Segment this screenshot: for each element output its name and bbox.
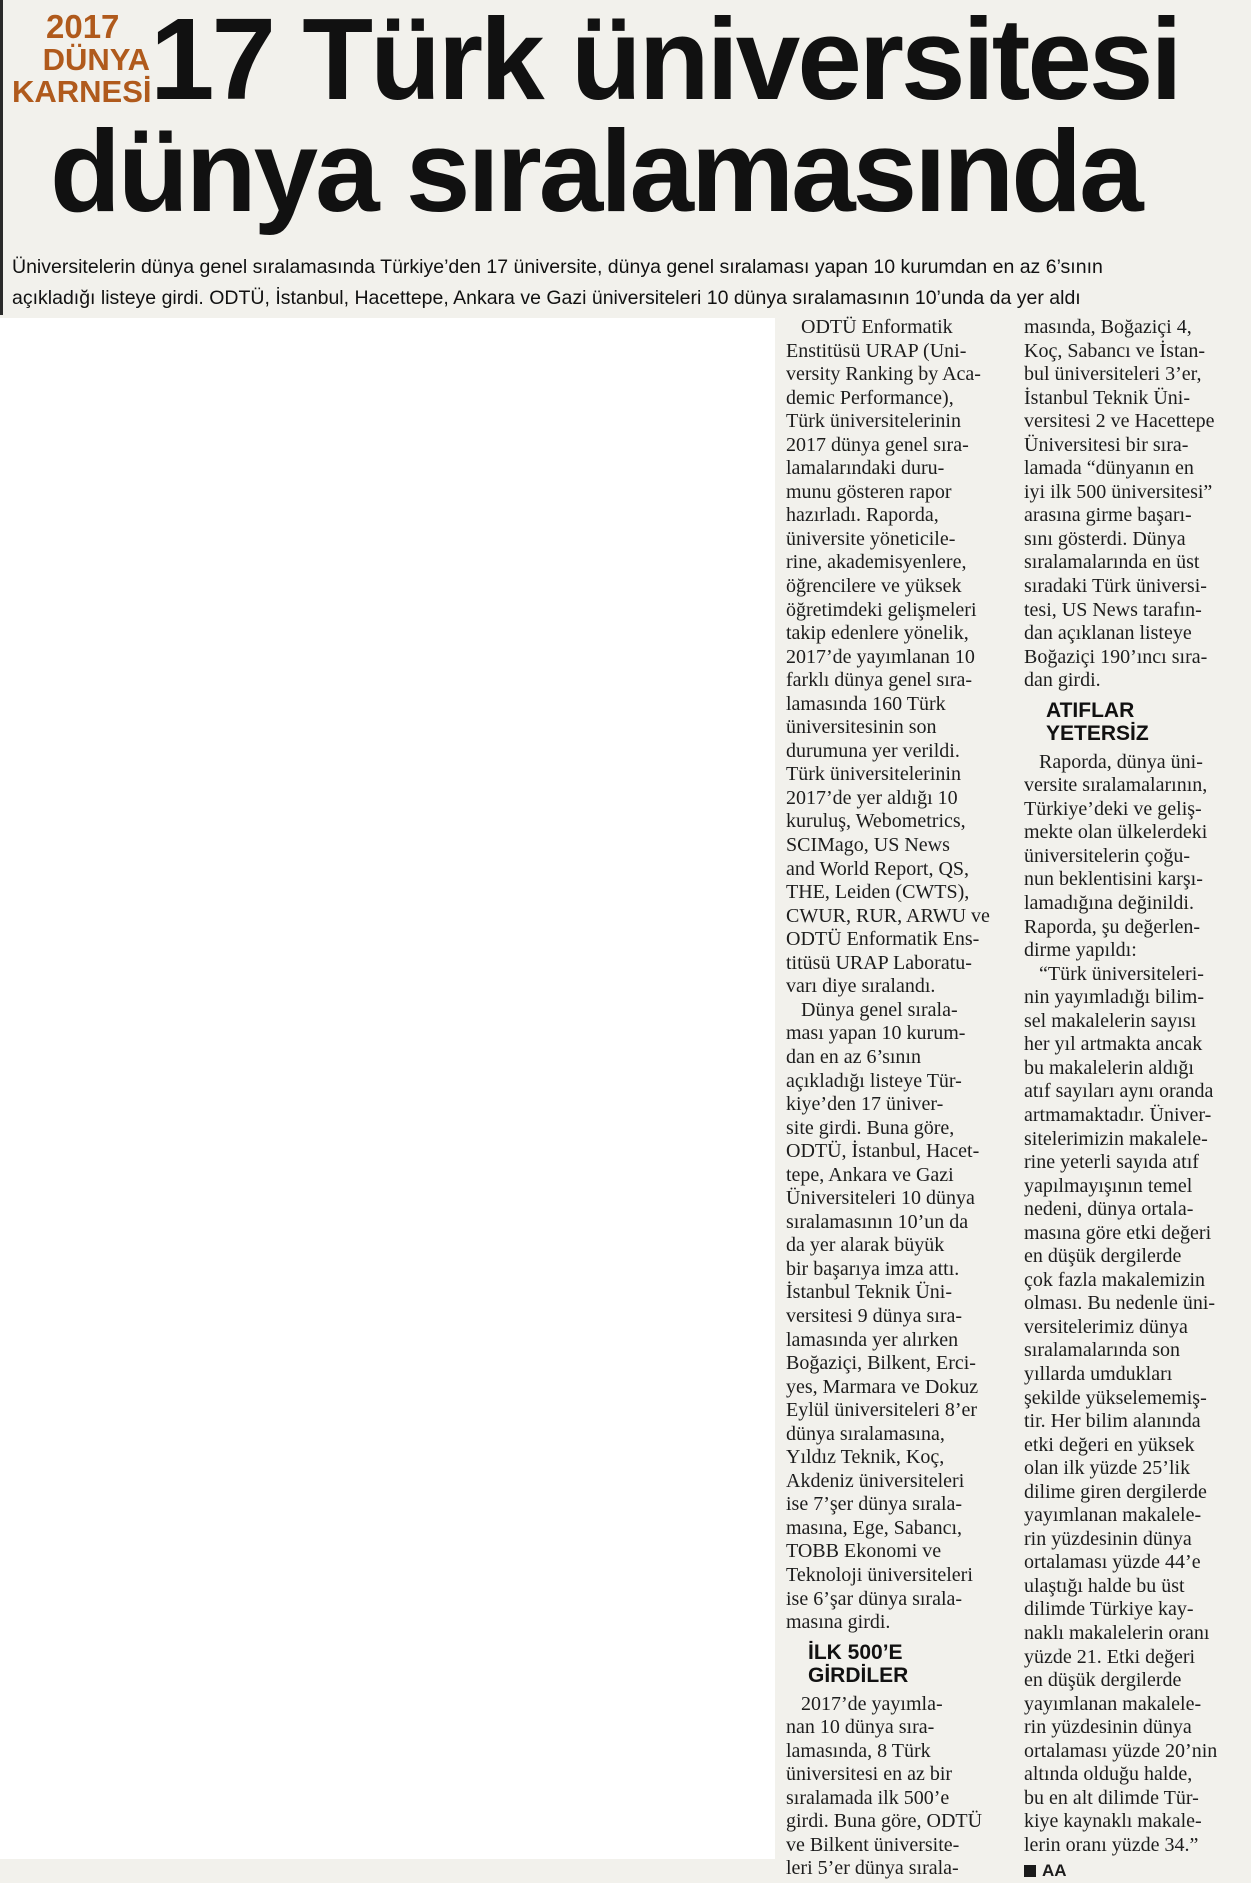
- column-2-body-continued: [1024, 751, 1246, 1858]
- text-line: kuruluş, Webometrics,: [786, 810, 966, 833]
- text-line: kiye’den 17 üniver-: [786, 1093, 944, 1116]
- text-line: 2017’de yer aldığı 10: [786, 786, 958, 809]
- text-line: İstanbul Teknik Üni-: [786, 1281, 952, 1304]
- text-line: versitesi 2 ve Hacettepe: [1024, 410, 1215, 433]
- text-line: masına girdi.: [786, 1611, 891, 1634]
- text-line: rin yüzdesinin dünya: [1024, 1527, 1192, 1550]
- agency-credit: [1024, 1859, 1246, 1883]
- text-line: sel makalelerin sayısı: [1024, 1009, 1197, 1032]
- text-line: üniversitesinin son: [786, 716, 937, 739]
- text-line: bir başarıya imza attı.: [786, 1257, 960, 1280]
- text-line: ODTÜ, İstanbul, Hacet-: [786, 1140, 980, 1163]
- text-line: dirme yapıldı:: [1024, 939, 1137, 962]
- text-line: üniversitelerin çoğu-: [1024, 844, 1191, 867]
- text-line: etki değeri en yüksek: [1024, 1433, 1195, 1456]
- text-line: Türkiye’deki ve geliş-: [1024, 797, 1202, 820]
- text-line: farklı dünya genel sıra-: [786, 669, 973, 692]
- text-line: ise 7’şer dünya sırala-: [786, 1493, 963, 1516]
- text-line: sıralamada ilk 500’e: [786, 1786, 950, 1809]
- kicker-line-2: DÜNYA: [42, 42, 150, 77]
- text-line: nan 10 dünya sıra-: [786, 1716, 935, 1739]
- text-line: takip edenlere yönelik,: [786, 622, 969, 645]
- text-line: yıllarda umdukları: [1024, 1362, 1173, 1385]
- text-line: demic Performance),: [786, 386, 954, 409]
- text-line: Akdeniz üniversiteleri: [786, 1469, 965, 1492]
- text-line: Dünya genel sırala-: [786, 998, 958, 1021]
- article-column-1: [786, 316, 1001, 1881]
- text-line: 2017’de yayımla-: [786, 1692, 943, 1715]
- text-line: versitelerimiz dünya: [1024, 1315, 1188, 1338]
- text-line: durumuna yer verildi.: [786, 739, 960, 762]
- text-line: lamasında yer alırken: [786, 1328, 959, 1351]
- text-line: yüzde 21. Etki değeri: [1024, 1645, 1196, 1668]
- kicker-year: 2017: [46, 8, 120, 45]
- text-line: ortalaması yüzde 44’e: [1024, 1551, 1201, 1574]
- text-line: altında olduğu halde,: [1024, 1763, 1193, 1786]
- subheading-line: GİRDİLER: [808, 1663, 909, 1687]
- text-line: dilime giren dergilerde: [1024, 1480, 1207, 1503]
- text-line: üniversitesi en az bir: [786, 1763, 953, 1786]
- left-border-rule: [0, 0, 3, 315]
- text-line: masında, Boğaziçi 4,: [1024, 316, 1192, 338]
- text-line: lerin oranı yüzde 34.”: [1024, 1833, 1199, 1856]
- text-line: THE, Leiden (CWTS),: [786, 881, 970, 904]
- headline-line-1: 17 Türk üniversitesi: [150, 0, 1180, 124]
- text-line: versite sıralamalarının,: [1024, 774, 1208, 797]
- text-line: lamadığına değinildi.: [1024, 892, 1194, 915]
- text-line: açıkladığı listeye Tür-: [786, 1069, 962, 1092]
- text-line: rine, akademisyenlere,: [786, 551, 967, 574]
- headline-line-2: dünya sıralamasında: [50, 106, 1141, 236]
- text-line: Türk üniversitelerinin: [786, 763, 961, 786]
- text-line: Boğaziçi, Bilkent, Erci-: [786, 1352, 976, 1375]
- text-line: Üniversiteleri 10 dünya: [786, 1187, 975, 1210]
- text-line: dan girdi.: [1024, 669, 1101, 692]
- text-line: atıf sayıları aynı oranda: [1024, 1080, 1214, 1103]
- column-1-body: [786, 316, 1001, 1635]
- text-line: da yer alarak büyük: [786, 1234, 945, 1257]
- text-line: lamada “dünyanın en: [1024, 457, 1194, 480]
- text-line: varı diye sıralandı.: [786, 975, 936, 998]
- text-line: İstanbul Teknik Üni-: [1024, 386, 1190, 409]
- text-line: lamasında 160 Türk: [786, 692, 946, 715]
- text-line: öğretimdeki gelişmeleri: [786, 598, 977, 621]
- text-line: iyi ilk 500 üniversitesi”: [1024, 480, 1213, 503]
- text-line: yapılmayışının temel: [1024, 1174, 1193, 1197]
- text-line: hazırladı. Raporda,: [786, 504, 939, 527]
- text-line: üniversite yöneticile-: [786, 527, 956, 550]
- text-line: ortalaması yüzde 20’nin: [1024, 1739, 1218, 1762]
- text-line: Raporda, dünya üni-: [1024, 750, 1203, 773]
- text-line: masına göre etki değeri: [1024, 1221, 1212, 1244]
- text-line: dan açıklanan listeye: [1024, 622, 1192, 645]
- text-line: sıralamalarında son: [1024, 1339, 1181, 1362]
- text-line: SCIMago, US News: [786, 834, 950, 857]
- text-line: çok fazla makalemizin: [1024, 1268, 1206, 1291]
- text-line: yayımlanan makalele-: [1024, 1692, 1202, 1715]
- text-line: her yıl artmakta ancak: [1024, 1033, 1203, 1056]
- text-line: Boğaziçi 190’ıncı sıra-: [1024, 645, 1208, 668]
- text-line: CWUR, RUR, ARWU ve: [786, 904, 990, 927]
- text-line: ise 6’şar dünya sırala-: [786, 1587, 963, 1610]
- square-bullet-icon: [1024, 1865, 1036, 1877]
- headline: [50, 0, 1241, 236]
- text-line: naklı makalelerin oranı: [1024, 1621, 1210, 1644]
- text-line: sitelerimizin makalele-: [1024, 1127, 1208, 1150]
- subheading-ilk-500: [808, 1641, 1001, 1687]
- text-line: lamasında, 8 Türk: [786, 1739, 931, 1762]
- kicker-line-3: KARNESİ: [12, 74, 152, 109]
- text-line: Eylül üniversiteleri 8’er: [786, 1399, 978, 1422]
- text-line: şekilde yükselememiş-: [1024, 1386, 1207, 1409]
- text-line: mekte olan ülkelerdeki: [1024, 821, 1208, 844]
- text-line: rine yeterli sayıda atıf: [1024, 1151, 1199, 1174]
- text-line: masına, Ege, Sabancı,: [786, 1516, 963, 1539]
- standfirst-line-2: açıkladığı listeye girdi. ODTÜ, İstanbul, Hacettepe, Ankara ve Gazi üniversiteleri 10 dünya sıralamasının 10’unda da yer aldı: [12, 287, 1081, 309]
- text-line: arasına girme başarı-: [1024, 504, 1192, 527]
- column-1-body-continued: [786, 1693, 1001, 1881]
- credit-label: AA: [1042, 1861, 1067, 1881]
- text-line: lamalarındaki duru-: [786, 457, 945, 480]
- text-line: versitesi 9 dünya sıra-: [786, 1304, 963, 1327]
- text-line: ve Bilkent üniversite-: [786, 1833, 960, 1856]
- text-line: rin yüzdesinin dünya: [1024, 1716, 1192, 1739]
- text-line: bul üniversiteleri 3’er,: [1024, 363, 1202, 386]
- subheading-atiflar: [1046, 699, 1246, 745]
- text-line: TOBB Ekonomi ve: [786, 1540, 942, 1563]
- text-line: Üniversitesi bir sıra-: [1024, 433, 1189, 456]
- subheading-line: ATIFLAR: [1046, 698, 1135, 722]
- text-line: Raporda, şu değerlen-: [1024, 915, 1201, 938]
- text-line: bu makalelerin aldığı: [1024, 1056, 1194, 1079]
- subheading-line: YETERSİZ: [1046, 721, 1149, 745]
- text-line: en düşük dergilerde: [1024, 1669, 1182, 1692]
- text-line: site girdi. Buna göre,: [786, 1116, 955, 1139]
- text-line: bu en alt dilimde Tür-: [1024, 1786, 1199, 1809]
- text-line: nedeni, dünya ortala-: [1024, 1198, 1194, 1221]
- article-column-2: [1024, 316, 1246, 1883]
- text-line: ODTÜ Enformatik Ens-: [786, 928, 980, 951]
- subheading-line: İLK 500’E: [808, 1640, 903, 1664]
- text-line: versity Ranking by Aca-: [786, 363, 981, 386]
- text-line: Koç, Sabancı ve İstan-: [1024, 339, 1206, 362]
- text-line: yes, Marmara ve Dokuz: [786, 1375, 979, 1398]
- standfirst-line-1: Üniversitelerin dünya genel sıralamasında Türkiye’den 17 üniversite, dünya genel sıralaması yapan 10 kurumdan en az 6’sının: [12, 256, 1103, 278]
- text-line: Yıldız Teknik, Koç,: [786, 1446, 945, 1469]
- text-line: Türk üniversitelerinin: [786, 410, 961, 433]
- text-line: olması. Bu nedenle üni-: [1024, 1292, 1216, 1315]
- text-line: kiye kaynaklı makale-: [1024, 1810, 1202, 1833]
- text-line: dünya sıralamasına,: [786, 1422, 945, 1445]
- text-line: sıradaki Türk üniversi-: [1024, 575, 1207, 598]
- text-line: nun beklentisini karşı-: [1024, 868, 1203, 891]
- text-line: titüsü URAP Laboratu-: [786, 951, 972, 974]
- text-line: dilimde Türkiye kay-: [1024, 1598, 1194, 1621]
- text-line: olan ilk yüzde 25’lik: [1024, 1457, 1191, 1480]
- text-line: öğrencilere ve yüksek: [786, 575, 962, 598]
- text-line: en düşük dergilerde: [1024, 1245, 1182, 1268]
- text-line: 2017’de yayımlanan 10: [786, 645, 975, 668]
- text-line: ması yapan 10 kurum-: [786, 1022, 966, 1045]
- text-line: tepe, Ankara ve Gazi: [786, 1163, 954, 1186]
- text-line: yayımlanan makalele-: [1024, 1504, 1202, 1527]
- text-line: 2017 dünya genel sıra-: [786, 433, 969, 456]
- text-line: ODTÜ Enformatik: [786, 316, 953, 338]
- text-line: artmamaktadır. Üniver-: [1024, 1103, 1212, 1126]
- text-line: sıralamalarında en üst: [1024, 551, 1200, 574]
- text-line: nin yayımladığı bilim-: [1024, 986, 1204, 1009]
- text-line: tesi, US News tarafın-: [1024, 598, 1202, 621]
- text-line: sıralamasının 10’un da: [786, 1210, 969, 1233]
- text-line: girdi. Buna göre, ODTÜ: [786, 1810, 983, 1833]
- standfirst: [12, 252, 1242, 314]
- text-line: Teknoloji üniversiteleri: [786, 1563, 973, 1586]
- text-line: sını gösterdi. Dünya: [1024, 527, 1186, 550]
- text-line: “Türk üniversiteleri-: [1024, 962, 1204, 985]
- text-line: leri 5’er dünya sırala-: [786, 1857, 959, 1880]
- text-line: Enstitüsü URAP (Uni-: [786, 339, 967, 362]
- text-line: dan en az 6’sının: [786, 1045, 921, 1068]
- column-2-body: [1024, 316, 1246, 693]
- text-line: tir. Her bilim alanında: [1024, 1410, 1201, 1433]
- blank-image-area: [0, 318, 775, 1859]
- text-line: ulaştığı halde bu üst: [1024, 1574, 1185, 1597]
- text-line: and World Report, QS,: [786, 857, 970, 880]
- text-line: munu gösteren rapor: [786, 480, 952, 503]
